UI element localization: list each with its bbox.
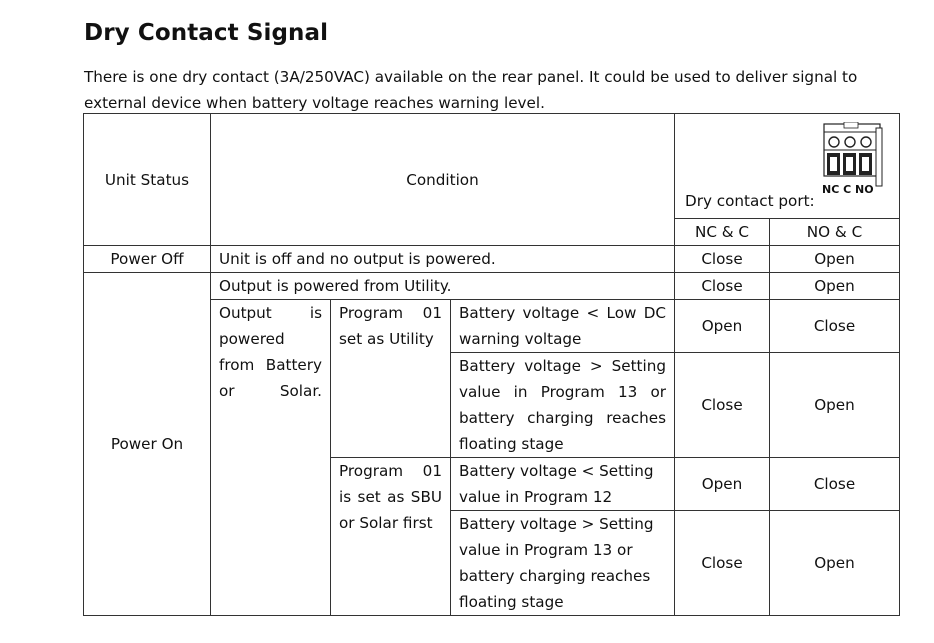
header-no-c: NO & C [770, 219, 900, 246]
terminal-labels: NC C NO [822, 183, 874, 196]
row-no-c: Close [770, 458, 900, 511]
intro-paragraph: There is one dry contact (3A/250VAC) available on the rear panel. It could be used to deliver signal to external device when battery voltage reaches warning level. [84, 68, 858, 112]
row-condition: Battery voltage < Low DC warning voltage [451, 300, 675, 353]
header-dry-contact-port [675, 114, 900, 219]
header-condition: Condition [211, 114, 675, 246]
row-no-c: Open [770, 511, 900, 616]
condition-power-off: Unit is off and no output is powered. [211, 246, 675, 273]
row-nc-c: Open [675, 458, 770, 511]
status-power-on: Power On [84, 273, 211, 616]
row-nc-c: Open [675, 300, 770, 353]
row-nc-c: Close [675, 353, 770, 458]
header-unit-status: Unit Status [84, 114, 211, 246]
row-condition: Battery voltage < Setting value in Program 12 [451, 458, 675, 511]
row-no-c: Close [770, 300, 900, 353]
header-nc-c: NC & C [675, 219, 770, 246]
row-nc-c: Close [675, 511, 770, 616]
page-title: Dry Contact Signal [84, 20, 329, 46]
program-utility: Program 01 set as Utility [331, 300, 451, 458]
row-no-c: Open [770, 353, 900, 458]
utility-no-c: Open [770, 273, 900, 300]
dry-contact-table [83, 113, 900, 616]
power-off-no-c: Open [770, 246, 900, 273]
port-label: Dry contact port: [685, 192, 815, 210]
condition-utility: Output is powered from Utility. [211, 273, 675, 300]
condition-battery-solar: Output is powered from Battery or Solar. [211, 300, 331, 616]
utility-nc-c: Close [675, 273, 770, 300]
row-condition: Battery voltage > Setting value in Program 13 or battery charging reaches floating stage [451, 511, 675, 616]
program-sbu: Program 01 is set as SBU or Solar first [331, 458, 451, 616]
row-condition: Battery voltage > Setting value in Program 13 or battery charging reaches floating stage [451, 353, 675, 458]
status-power-off: Power Off [84, 246, 211, 273]
power-off-nc-c: Close [675, 246, 770, 273]
terminal-block-icon [820, 122, 884, 202]
